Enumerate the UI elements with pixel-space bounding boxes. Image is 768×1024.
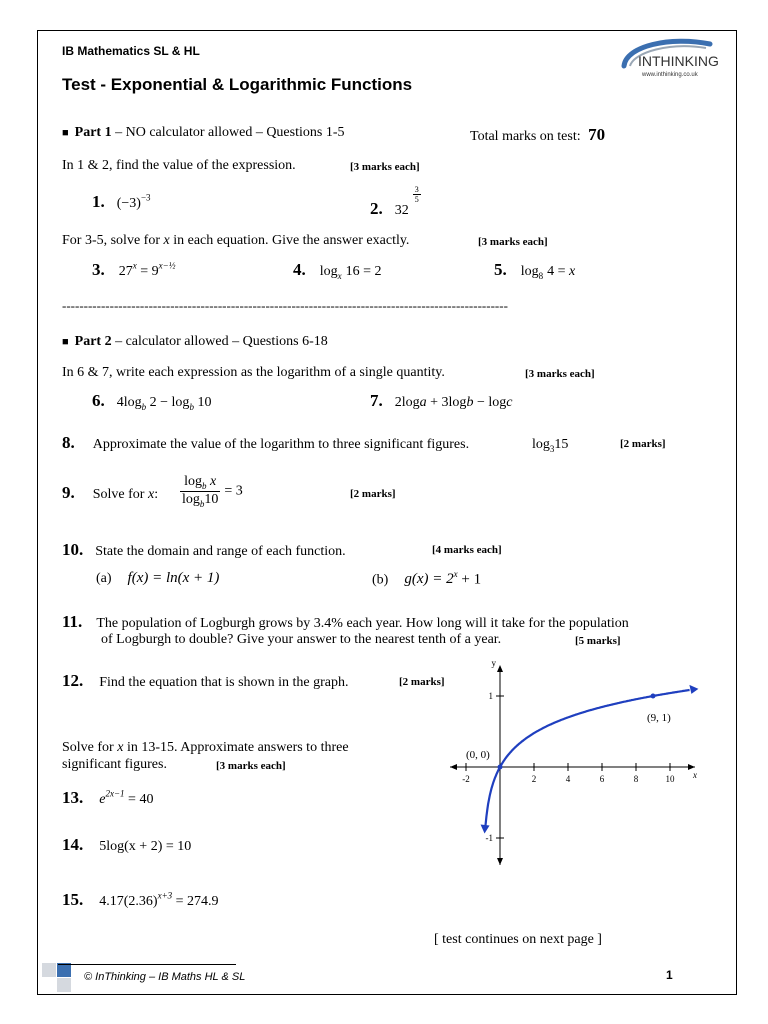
- question-8: 8. Approximate the value of the logarithm to three significant figures.: [62, 433, 470, 452]
- question-3: 3. $27^x = 9^{x-\frac{1}{2}}$: [92, 260, 176, 279]
- x-tick-label: 8: [633, 774, 639, 784]
- page-number: 1: [666, 968, 673, 982]
- question-15: 15. $4.17(2.36)^{x+3} = 274.9$: [62, 890, 219, 909]
- svg-text:www.inthinking.co.uk: www.inthinking.co.uk: [642, 72, 698, 78]
- point-origin-label: (0, 0): [466, 749, 490, 761]
- marks-q8: [2 marks]: [620, 438, 666, 450]
- question-10b: (b) $g(x) = 2^x + 1$: [372, 569, 482, 588]
- instruction-q13-15-line2: significant figures.: [62, 757, 167, 772]
- question-11: 11. The population of Logburgh grows by 3.4% each year. How long will it take for the population: [62, 612, 629, 631]
- question-5: 5. $\log_8 4 = x$: [494, 260, 576, 282]
- point-origin: [498, 765, 503, 770]
- instruction-q13-15: Solve for x in 13-15. Approximate answers to three: [62, 740, 349, 755]
- question-6: 6. $4\log_b$ $2 - \log_b 10$: [92, 391, 212, 413]
- question-14: 14. 5log(x + 2) = 10: [62, 835, 192, 854]
- section-divider: -------------------------------------------------------------------------------------------------------: [62, 298, 508, 313]
- question-10: 10. State the domain and range of each function.: [62, 540, 346, 559]
- question-9-fraction: $\frac{\log_b x}{\log_b10}$ = 3: [182, 474, 243, 509]
- question-12: 12. Find the equation that is shown in the graph.: [62, 671, 349, 690]
- part2-heading: ■ Part 2 – calculator allowed – Questions 6-18: [62, 334, 328, 349]
- question-9: 9. Solve for x:: [62, 483, 159, 502]
- y-axis-arrow-bottom: [497, 858, 503, 865]
- marks-q9: [2 marks]: [350, 488, 396, 500]
- question-8-expression: $\log_315$: [532, 437, 569, 455]
- log-curve: [486, 690, 690, 826]
- x-tick-label: 4: [565, 774, 571, 784]
- question-10a: (a) f(x) = ln(x + 1): [96, 570, 220, 586]
- marks-q13-15: [3 marks each]: [216, 760, 286, 772]
- x-axis-label: x: [693, 770, 697, 780]
- footer-copyright: © InThinking – IB Maths HL & SL: [84, 971, 246, 983]
- question-4: 4. $\log_x 16 = 2$: [293, 260, 382, 282]
- point-9-1-label: (9, 1): [647, 712, 671, 724]
- x-tick-label: 10: [665, 774, 675, 784]
- course-label: IB Mathematics SL & HL: [62, 44, 200, 58]
- curve-arrow-right: [689, 685, 698, 694]
- footer-rule: [58, 964, 236, 965]
- point-9-1: [651, 694, 656, 699]
- question-13: 13. $e^{2x-1} = 40$: [62, 788, 154, 807]
- continues-note: [ test continues on next page ]: [434, 932, 602, 947]
- marks-q3-5: [3 marks each]: [478, 236, 548, 248]
- y-axis-arrow: [497, 665, 503, 672]
- x-tick-label: 6: [599, 774, 605, 784]
- x-axis-arrow-left: [450, 764, 457, 770]
- total-marks: Total marks on test: 70: [470, 125, 606, 144]
- y-axis-label: y: [491, 658, 496, 668]
- marks-q10: [4 marks each]: [432, 544, 502, 556]
- marks-q1-2: [3 marks each]: [350, 161, 420, 173]
- x-tick-label: -2: [462, 774, 470, 784]
- page-title: Test - Exponential & Logarithmic Functions: [62, 75, 413, 94]
- footer-square-blue: [57, 963, 71, 977]
- instruction-q6-7: In 6 & 7, write each expression as the logarithm of a single quantity.: [62, 365, 445, 380]
- marks-q12: [2 marks]: [399, 676, 445, 688]
- part1-heading: ■ Part 1 – NO calculator allowed – Questions 1-5: [62, 125, 345, 140]
- instruction-q1-2: In 1 & 2, find the value of the expression.: [62, 158, 296, 173]
- y-tick-label: -1: [485, 833, 493, 843]
- instruction-q3-5: For 3-5, solve for x in each equation. Give the answer exactly.: [62, 233, 410, 248]
- logarithm-graph: [440, 655, 710, 870]
- question-7: 7. 2loga + 3logb − logc: [370, 391, 513, 410]
- footer-square-grey-2: [57, 978, 71, 992]
- question-1: 1. $(-3)^{-3}$: [92, 192, 151, 211]
- marks-q11: [5 marks]: [575, 635, 621, 647]
- question-11-line2: of Logburgh to double? Give your answer to the nearest tenth of a year.: [101, 632, 502, 647]
- inthinking-logo: [610, 36, 735, 78]
- footer-square-grey: [42, 963, 56, 977]
- x-tick-label: 2: [531, 774, 537, 784]
- question-2: 2. 32 $\frac{3}{5}$: [370, 185, 419, 218]
- svg-text:INTHINKING: INTHINKING: [638, 53, 719, 69]
- marks-q6-7: [3 marks each]: [525, 368, 595, 380]
- y-tick-label: 1: [488, 691, 493, 701]
